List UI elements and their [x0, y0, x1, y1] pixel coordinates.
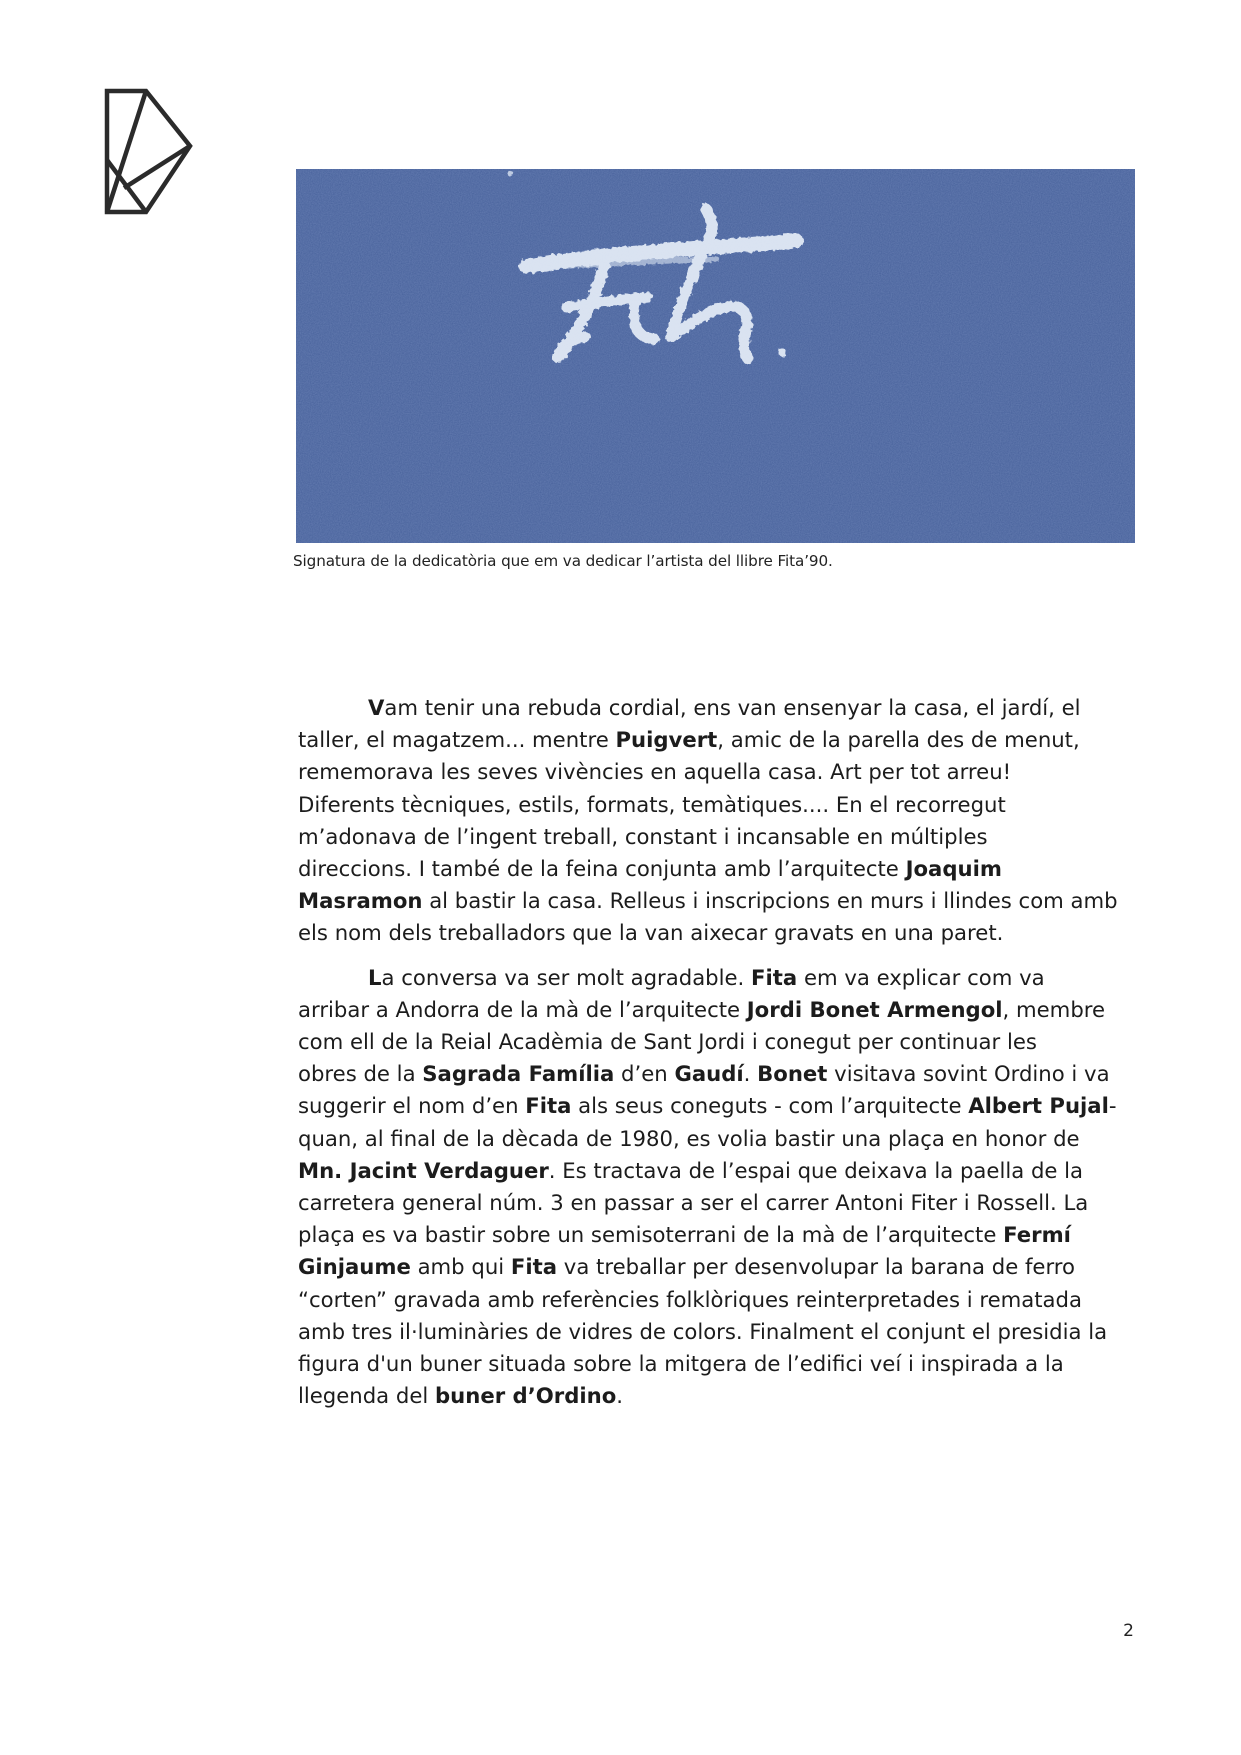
text-line: llegenda del buner d’Ordino.	[298, 1383, 624, 1409]
article-body	[298, 692, 1134, 1412]
bold-name: Fita	[751, 964, 798, 990]
bold-name: Fita	[525, 1093, 572, 1119]
bold-name: Gaudí	[674, 1061, 744, 1087]
bold-name: Albert Pujal	[968, 1093, 1109, 1119]
text-line: Masramon al bastir la casa. Relleus i inscripcions en murs i llindes com amb	[298, 888, 1118, 914]
bold-name: Jordi Bonet Armengol	[746, 996, 1003, 1022]
publisher-logo-icon	[104, 88, 194, 215]
text-line: carretera general núm. 3 en passar a ser el carrer Antoni Fiter i Rossell. La	[298, 1190, 1089, 1216]
paragraph	[298, 962, 1134, 1413]
bold-name: Joaquim	[905, 856, 1002, 882]
text-line: plaça es va bastir sobre un semisoterrani de la mà de l’arquitecte Fermí	[298, 1222, 1071, 1248]
bold-name: Masramon	[298, 888, 423, 914]
paragraph	[298, 692, 1134, 950]
bold-name: V	[368, 695, 385, 720]
bold-name: Sagrada Família	[422, 1061, 615, 1087]
text-line: arribar a Andorra de la mà de l’arquitecte Jordi Bonet Armengol, membre	[298, 996, 1106, 1022]
bold-name: L	[368, 964, 382, 990]
text-line: suggerir el nom d’en Fita als seus coneguts - com l’arquitecte Albert Pujal-	[298, 1093, 1117, 1119]
bold-name: Fita	[510, 1254, 558, 1280]
figure-caption: Signatura de la dedicatòria que em va dedicar l’artista del llibre Fita’90.	[293, 552, 833, 570]
bold-name: buner d’Ordino	[435, 1383, 617, 1409]
bold-name: Mn. Jacint Verdaguer	[298, 1157, 549, 1183]
text-line: “corten” gravada amb referències folklòriques reinterpretades i rematada	[298, 1286, 1082, 1312]
text-line: quan, al final de la dècada de 1980, es volia bastir una plaça en honor de	[298, 1125, 1080, 1151]
text-line: com ell de la Reial Acadèmia de Sant Jordi i conegut per continuar les	[298, 1029, 1037, 1055]
text-line: taller, el magatzem... mentre Puigvert, amic de la parella des de menut,	[298, 727, 1080, 753]
bold-name: Ginjaume	[298, 1254, 411, 1280]
text-line: obres de la Sagrada Família d’en Gaudí. Bonet visitava sovint Ordino i va	[298, 1061, 1110, 1087]
text-line: Diferents tècniques, estils, formats, temàtiques.... En el recorregut	[298, 791, 1006, 817]
text-line: m’adonava de l’ingent treball, constant i incansable en múltiples	[298, 823, 988, 849]
text-line: els nom dels treballadors que la van aixecar gravats en una paret.	[298, 920, 1004, 946]
text-line: rememorava les seves vivències en aquella casa. Art per tot arreu!	[298, 759, 1012, 785]
signature-photo	[296, 169, 1135, 543]
page-number: 2	[1123, 1621, 1134, 1641]
text-line: Vam tenir una rebuda cordial, ens van ensenyar la casa, el jardí, el	[368, 695, 1081, 720]
text-line: La conversa va ser molt agradable. Fita em va explicar com va	[368, 964, 1045, 990]
bold-name: Fermí	[1003, 1222, 1071, 1248]
text-line: amb tres il·luminàries de vidres de colors. Finalment el conjunt el presidia la	[298, 1318, 1108, 1344]
bold-name: Bonet	[757, 1061, 828, 1087]
text-line: Ginjaume amb qui Fita va treballar per desenvolupar la barana de ferro	[298, 1254, 1076, 1280]
text-line: figura d'un buner situada sobre la mitgera de l’edifici veí i inspirada a la	[298, 1351, 1064, 1377]
painted-signature-image	[296, 169, 1135, 543]
text-line: direccions. I també de la feina conjunta amb l’arquitecte Joaquim	[298, 856, 1002, 882]
text-line: Mn. Jacint Verdaguer. Es tractava de l’espai que deixava la paella de la	[298, 1157, 1084, 1183]
bold-name: Puigvert	[615, 727, 718, 753]
